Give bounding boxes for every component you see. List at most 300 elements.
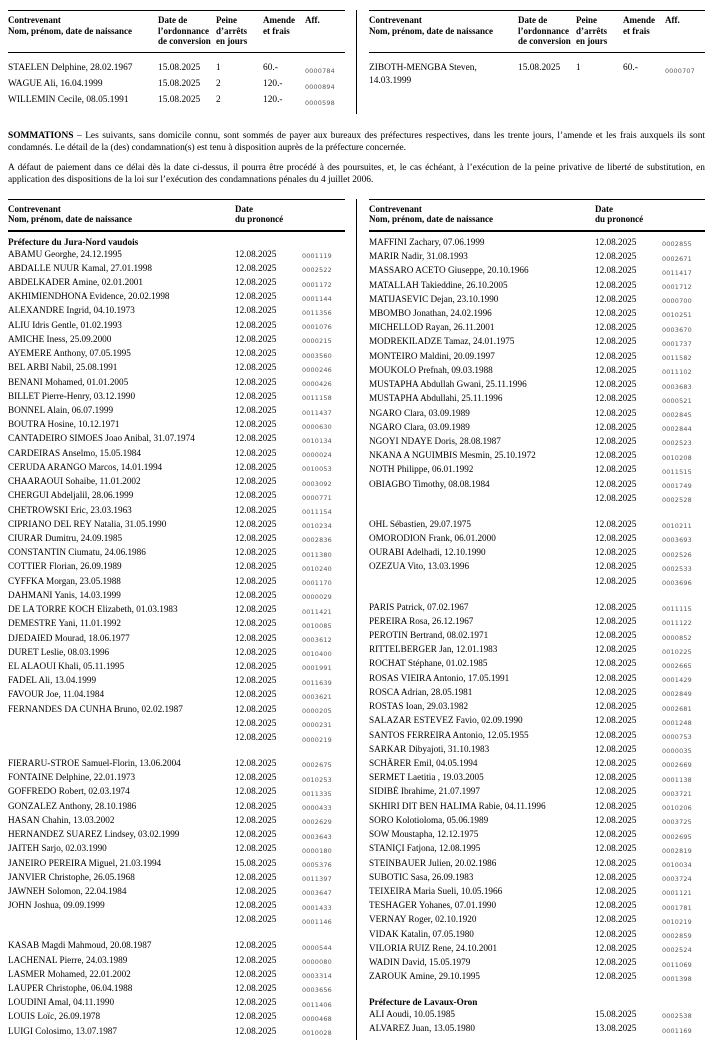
contrevenant-name: MASSARO ACETO Giuseppe, 20.10.1966 [369,265,529,276]
judgment-date [595,590,662,602]
table-row [8,661,345,675]
contrevenant-name: ZIBOTH-MENGBA Steven, 14.03.1999 [369,62,477,86]
contrevenant-name: NKANA A NGUIMBIS Mesmin, 25.10.1972 [369,450,536,461]
case-ref-number: 0011335 [302,789,332,798]
case-ref-number: 0010034 [662,861,692,869]
judgment-date: 12.08.2025 [595,871,637,882]
case-ref-number: 0001146 [302,917,332,926]
contrevenant-name [8,732,235,746]
conversion-rows-left [8,53,345,114]
header-amende: Amende et frais [623,15,655,36]
case-ref-number: 0001991 [302,664,332,673]
contrevenant-name: LUIGI Colosimo, 13.07.1987 [8,1025,117,1036]
case-ref-number: 0003656 [302,986,332,995]
case-ref-number: 0002675 [302,761,332,770]
table-row [8,94,345,110]
case-ref-number: 0000700 [662,297,692,306]
contrevenant-name: NGARO Clara, 03.09.1989 [369,421,470,432]
contrevenant-name: AKHIMIENDHONA Evidence, 20.02.1998 [8,291,170,302]
judgment-date: 12.08.2025 [595,350,637,361]
case-ref-number: 0001749 [662,482,692,491]
table-row [369,715,705,729]
judgment-date: 12.08.2025 [235,291,277,302]
judgment-date: 12.08.2025 [235,757,277,768]
judgment-date: 12.08.2025 [595,686,637,697]
judgment-date: 12.08.2025 [235,675,277,686]
judgment-date: 12.08.2025 [595,800,637,811]
judgment-date: 12.08.2025 [595,379,637,390]
contrevenant-name: STAELEN Delphine, 28.02.1967 [8,62,133,73]
judgment-date: 12.08.2025 [235,248,277,259]
table-row [369,658,705,672]
judgment-date: 12.08.2025 [235,589,277,600]
judgment-date: 12.08.2025 [235,660,277,671]
contrevenant-name: WADIN David, 15.05.1979 [369,957,471,968]
judgment-rows-right [369,232,705,1037]
judgment-date: 12.08.2025 [595,532,637,543]
table-row [8,433,345,447]
contrevenant-name: CANTADEIRO SIMOES Joao Anibal, 31.07.1974 [8,433,195,444]
case-ref-number: 0002844 [662,425,692,434]
case-ref-number: 0010211 [662,522,692,531]
table-row [8,647,345,661]
case-ref-number: 0001433 [302,903,332,912]
case-ref-number: 0000035 [662,747,692,756]
case-ref-number [302,237,345,249]
contrevenant-name: TEIXEIRA Maria Sueli, 10.05.1966 [369,885,503,896]
contrevenant-name: NGOYI NDAYE Doris, 28.08.1987 [369,435,501,446]
table-row [369,365,705,379]
table-row [8,490,345,504]
judgment-date: 12.08.2025 [595,772,637,783]
table-row [8,758,345,772]
table-row [8,590,345,604]
case-ref-number: 0010225 [662,647,692,656]
contrevenant-name [369,576,595,590]
table-row [8,62,345,78]
table-row [8,1026,345,1040]
table-row [8,348,345,362]
case-ref-number [302,746,345,758]
contrevenant-name [369,590,595,602]
case-ref-number: 0003621 [302,692,332,701]
judgment-date [595,507,662,519]
case-ref-number: 0001169 [662,1026,692,1035]
case-ref-number: 0001429 [662,676,692,685]
judgment-date: 12.08.2025 [235,703,277,714]
contrevenant-name: SIDIBÉ Ibrahime, 21.07.1997 [369,786,480,797]
table-row [369,673,705,687]
contrevenant-name: VILORIA RUIZ Rene, 24.10.2001 [369,942,498,953]
judgment-date: 12.08.2025 [235,262,277,273]
judgment-date: 12.08.2025 [235,800,277,811]
case-ref-number: 0002533 [662,564,692,573]
table-row [8,815,345,829]
peine-days: 2 [216,94,221,105]
judgment-date: 12.08.2025 [595,814,637,825]
contrevenant-name: OHL Sébastien, 29.07.1975 [369,518,471,529]
table-row [369,547,705,561]
case-ref-number: 0010206 [662,804,692,813]
contrevenant-name: KASAB Magdi Mahmoud, 20.08.1987 [8,940,152,951]
table-row [369,379,705,393]
aff-number: 0000894 [305,82,335,91]
peine-days: 1 [216,62,221,73]
contrevenant-name: NGARO Clara, 03.09.1989 [369,407,470,418]
judgment-date: 12.08.2025 [595,435,637,446]
peine-days: 1 [576,62,581,73]
judgment-date: 12.08.2025 [235,405,277,415]
contrevenant-name: SORO Kolotioloma, 05.06.1989 [369,814,489,825]
judgment-date: 12.08.2025 [595,307,637,318]
header-peine: Peine d’arrêts en jours [576,15,608,46]
case-ref-number: 0003092 [302,479,332,488]
header-contrevenant: Contrevenant Nom, prénom, date de naissance [8,203,132,225]
contrevenant-name: RITTELBERGER Jan, 12.01.1983 [369,644,498,655]
judgment-date: 12.08.2025 [595,900,637,911]
case-ref-number: 0001248 [662,718,692,727]
table-row [369,772,705,786]
contrevenant-name: ROCHAT Stéphane, 01.02.1985 [369,658,488,669]
contrevenant-name: CHETROWSKI Eric, 23.03.1963 [8,504,132,515]
contrevenant-name: LACHENAL Pierre, 24.03.1989 [8,954,128,965]
case-ref-number: 0003696 [662,579,692,588]
amende-amount: 120.- [263,94,283,105]
judgment-date: 12.08.2025 [595,364,637,375]
contrevenant-name: COTTIER Florian, 26.09.1989 [8,561,122,572]
case-ref-number: 0010234 [302,522,332,531]
contrevenant-name: OZEZUA Vito, 13.03.1996 [369,561,470,572]
case-ref-number: 0000080 [302,958,332,967]
judgment-date: 12.08.2025 [595,715,637,726]
case-ref-number: 0011406 [302,1000,332,1009]
header-date-ordonnance: Date de l’ordonnance de conversion [158,15,211,46]
table-row [8,547,345,561]
case-ref-number: 0010253 [302,775,332,784]
judgment-date: 12.08.2025 [595,518,637,529]
case-ref-number: 0002845 [662,411,692,419]
table-row [369,464,705,478]
contrevenant-name: WAGUE Ali, 16.04.1999 [8,78,103,89]
contrevenant-name: MATIJASEVIC Dejan, 23.10.1990 [369,293,499,304]
case-ref-number: 0001398 [662,974,692,983]
table-row [369,630,705,644]
header-date-prononce: Date du prononcé [235,203,284,225]
table-row [369,900,705,914]
judgment-date: 12.08.2025 [235,717,277,728]
contrevenant-name: CHERGUI Abdeljalil, 28.06.1999 [8,490,134,501]
case-ref-number: 0002522 [302,266,332,275]
judgment-date: 12.08.2025 [235,814,277,825]
case-ref-number: 0011380 [302,550,332,559]
table-row [369,786,705,800]
case-ref-number: 0003683 [662,382,692,391]
case-ref-number: 0011421 [302,607,332,616]
amende-amount: 60.- [623,62,638,73]
case-ref-number: 0000468 [302,1014,332,1023]
header-date-ordonnance: Date de l’ordonnance de conversion [518,15,571,46]
table-row [8,969,345,983]
contrevenant-name: DJEDAIED Mourad, 18.06.1977 [8,632,130,643]
judgment-date: 12.08.2025 [595,450,637,461]
judgment-date: 12.08.2025 [235,461,277,472]
contrevenant-name: CONSTANTIN Ciumatu, 24.06.1986 [8,547,146,558]
contrevenant-name: DEMESTRE Yani, 11.01.1992 [8,618,121,629]
case-ref-number: 0011437 [302,408,332,417]
judgment-date: 12.08.2025 [235,362,277,373]
case-ref-number: 0001781 [662,903,692,912]
contrevenant-name: ROSTAS Ioan, 29.03.1982 [369,701,469,712]
case-ref-number: 0011356 [302,308,332,317]
table-row [369,872,705,886]
judgment-date [595,985,662,997]
judgment-date: 12.08.2025 [235,376,277,387]
judgment-date: 12.08.2025 [235,914,277,925]
table-row [369,322,705,336]
contrevenant-name: GONZALEZ Anthony, 28.10.1986 [8,800,137,811]
sommations-paragraph-1 [8,130,705,155]
contrevenant-name: CYFFKA Morgan, 23.05.1988 [8,575,121,586]
table-row [369,985,705,997]
judgment-date: 12.08.2025 [235,997,277,1008]
contrevenant-name: ALEXANDRE Ingrid, 04.10.1973 [8,305,135,316]
contrevenant-name: ALVAREZ Juan, 13.05.1980 [369,1023,475,1034]
contrevenant-name: PEREIRA Rosa, 26.12.1967 [369,615,474,626]
contrevenant-name: CARDEIRAS Anselmo, 15.05.1984 [8,447,141,458]
conversion-rows-right [369,53,705,92]
case-ref-number: 0011582 [662,354,692,363]
ordonnance-date: 15.08.2025 [158,62,201,73]
case-ref-number: 0000205 [302,707,332,716]
judgment-date: 12.08.2025 [235,277,277,288]
table-row [369,701,705,715]
table-row [369,1009,705,1023]
contrevenant-name: SUBOTIC Sasa, 26.09.1983 [369,871,474,882]
table-row [8,476,345,490]
judgment-date: 12.08.2025 [235,319,277,330]
case-ref-number: 0002523 [662,439,692,448]
table-row [369,408,705,422]
table-row [8,900,345,914]
contrevenant-name: OURABI Adelhadi, 12.10.1990 [369,547,486,558]
table-row [369,237,705,251]
table-row [8,448,345,462]
contrevenant-name: LOUIS Loïc, 26.09.1978 [8,1011,101,1022]
judgment-date: 12.08.2025 [235,871,277,882]
table-row [369,251,705,265]
judgment-date: 12.08.2025 [235,419,277,430]
contrevenant-name: JOHN Joshua, 09.09.1999 [8,900,105,911]
judgment-date: 12.08.2025 [595,942,637,953]
judgment-date: 12.08.2025 [235,732,277,743]
conversion-table-right [356,10,705,114]
contrevenant-name: NOTH Philippe, 06.01.1992 [369,464,474,475]
table-row [8,955,345,969]
table-row [369,943,705,957]
case-ref-number: 0011122 [662,619,692,628]
case-ref-number: 0010208 [662,453,692,462]
table-row [369,436,705,450]
table-row [8,858,345,872]
case-ref-number: 0003314 [302,972,332,981]
contrevenant-name: SARKAR Dibyajoti, 31.10.1983 [369,743,490,754]
peine-days: 2 [216,78,221,89]
judgment-date: 12.08.2025 [235,1025,277,1036]
table-row [8,718,345,732]
table-row [369,730,705,744]
judgment-date: 12.08.2025 [595,293,637,304]
judgment-date: 12.08.2025 [235,504,277,515]
case-ref-number: 0002681 [662,704,692,713]
contrevenant-name: BILLET Pierre-Henry, 03.12.1990 [8,390,136,401]
case-ref-number: 0000544 [302,943,332,952]
judgment-date [595,997,662,1009]
header-peine: Peine d’arrêts en jours [216,15,248,46]
case-ref-number: 0002538 [662,1012,692,1021]
contrevenant-name: MATALLAH Takieddine, 26.10.2005 [369,279,508,290]
judgment-date: 12.08.2025 [595,236,637,247]
table-row [369,744,705,758]
case-ref-number: 0002526 [662,550,692,559]
table-row [8,505,345,519]
table-row [369,602,705,616]
case-ref-number: 0002665 [662,661,692,670]
case-ref-number: 0003560 [302,351,332,360]
ordonnance-date: 15.08.2025 [158,78,201,89]
table-row [8,914,345,928]
table-row [369,829,705,843]
contrevenant-name: JAWNEH Solomon, 22.04.1984 [8,885,127,896]
judgment-date: 12.08.2025 [595,914,637,925]
table-row [369,294,705,308]
contrevenant-name: ROSCA Adrian, 28.05.1981 [369,686,473,697]
table-row [8,362,345,376]
table-row [369,280,705,294]
table-row [8,305,345,319]
contrevenant-name [369,507,595,519]
table-row [8,237,345,249]
case-ref-number: 0000029 [302,593,332,602]
contrevenant-name: LASMER Mohamed, 22.01.2002 [8,968,131,979]
case-ref-number: 0011158 [302,394,332,403]
judgment-date: 12.08.2025 [235,982,277,993]
contrevenant-name: SERMET Laetitia , 19.03.2005 [369,772,484,783]
table-row [369,62,705,88]
contrevenant-name [369,493,595,507]
table-row [369,616,705,630]
case-ref-number: 0002836 [302,536,332,545]
judgments-table-header [369,200,705,230]
table-row [369,687,705,701]
contrevenant-name: AYEMERE Anthony, 07.05.1995 [8,348,131,359]
judgment-date: 12.08.2025 [595,407,637,418]
judgment-date: 12.08.2025 [595,843,637,854]
case-ref-number: 0002819 [662,846,692,855]
case-ref-number: 0011154 [302,508,332,517]
judgment-date: 12.08.2025 [235,618,277,629]
contrevenant-name: AMICHE Iness, 25.09.2000 [8,333,112,344]
judgment-date: 12.08.2025 [235,333,277,344]
judgment-date: 12.08.2025 [595,729,637,740]
contrevenant-name: GOFFREDO Robert, 02.03.1974 [8,786,130,797]
table-row [8,801,345,815]
case-ref-number: 0001138 [662,775,692,784]
case-ref-number: 0003643 [302,832,332,841]
sommations-label: SOMMATIONS [8,130,74,141]
case-ref-number: 0011639 [302,678,332,687]
contrevenant-name: MUSTAPHA Abdullahi, 25.11.1996 [369,393,503,404]
case-ref-number: 0000426 [302,380,332,389]
judgment-date: 12.08.2025 [595,265,637,276]
judgment-date: 12.08.2025 [595,644,637,655]
case-ref-number: 0000246 [302,365,332,374]
table-row [8,732,345,746]
contrevenant-name: LAUPER Christophe, 06.04.1988 [8,982,133,993]
judgment-date [235,929,302,941]
judgment-date: 12.08.2025 [235,490,277,501]
contrevenant-name: FONTAINE Delphine, 22.01.1973 [8,772,136,783]
contrevenant-name: FERNANDES DA CUNHA Bruno, 02.02.1987 [8,703,183,714]
case-ref-number: 0003721 [662,789,692,798]
case-ref-number: 0010219 [662,917,692,926]
contrevenant-name: OBIAGBO Timothy, 08.08.1984 [369,478,490,489]
judgment-date: 12.08.2025 [235,390,277,401]
judgment-date: 12.08.2025 [235,604,277,615]
case-ref-number [302,929,345,941]
table-row [369,393,705,407]
judgment-date: 12.08.2025 [235,561,277,572]
contrevenant-name: MICHELLOD Rayan, 26.11.2001 [369,322,495,333]
judgment-date: 12.08.2025 [595,672,637,683]
case-ref-number: 0001172 [302,280,332,289]
header-aff: Aff. [305,15,320,25]
case-ref-number: 0011069 [662,960,692,969]
contrevenant-name: ZAROUK Amine, 29.10.1995 [369,971,481,982]
judgment-date: 12.08.2025 [595,322,637,333]
case-ref-number: 0003724 [662,875,692,884]
judgment-date: 12.08.2025 [595,561,637,572]
table-row [369,1023,705,1037]
contrevenant-name: MBOMBO Jonathan, 24.02.1996 [369,307,492,318]
judgment-date: 12.08.2025 [235,433,277,444]
case-ref-number: 0003647 [302,889,332,898]
case-ref-number: 0000753 [662,733,692,742]
contrevenant-name: ABAMU Georghe, 24.12.1995 [8,248,122,259]
table-row [8,1011,345,1025]
aff-number: 0000784 [305,66,335,75]
contrevenant-name: VERNAY Roger, 02.10.1920 [369,914,477,925]
judgment-date: 12.08.2025 [235,689,277,700]
table-row [8,746,345,758]
case-ref-number: 0001119 [302,252,332,261]
case-ref-number: 0010251 [662,311,692,320]
contrevenant-name: BENANI Mohamed, 01.01.2005 [8,376,129,387]
table-row [8,886,345,900]
header-amende: Amende et frais [263,15,295,36]
judgment-date: 12.08.2025 [235,900,277,911]
judgment-date: 12.08.2025 [595,857,637,868]
table-row [8,377,345,391]
judgment-date: 12.08.2025 [235,348,277,359]
contrevenant-name: DAHMANI Yanis, 14.03.1999 [8,589,121,600]
table-row [8,604,345,618]
case-ref-number: 0002629 [302,818,332,827]
table-row [8,940,345,954]
contrevenant-name: STANIÇI Fatjona, 12.08.1995 [369,843,481,854]
judgment-date [235,746,302,758]
table-row [369,929,705,943]
conversion-table-header [8,11,345,52]
